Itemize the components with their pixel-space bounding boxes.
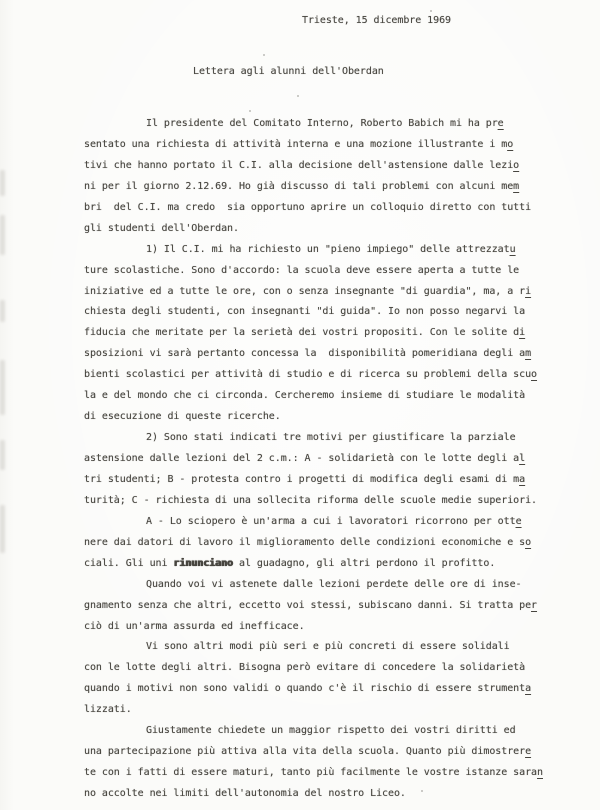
letter-line: 1) Il C.I. mi ha richiesto un "pieno impiego" delle attrezzatu bbox=[146, 243, 516, 255]
ink-speck bbox=[263, 54, 265, 56]
letter-line: ciò di un'arma assurda ed inefficace. bbox=[84, 620, 305, 632]
letter-line: lizzati. bbox=[84, 704, 132, 716]
letter-line: Il presidente del Comitato Interno, Roberto Babich mi ha pre bbox=[146, 118, 504, 129]
letter-line: sposizioni vi sarà pertanto concessa la disponibilità pomeridiana degli am bbox=[84, 348, 532, 360]
scan-smudge bbox=[0, 360, 5, 415]
page-title: Lettera agli alunni dell'Oberdan bbox=[193, 66, 384, 77]
letter-line: quando i motivi non sono validi o quando c'è il rischio di essere strumenta bbox=[84, 683, 532, 695]
scan-smudge bbox=[0, 170, 5, 196]
letter-line: tri studenti; B - protesta contro i progetti di modifica degli esami di ma bbox=[84, 473, 526, 485]
letter-line: 2) Sono stati indicati tre motivi per giustificare la parziale bbox=[146, 432, 516, 444]
letter-line: nere dai datori di lavoro il miglioramento delle condizioni economiche e so bbox=[84, 536, 532, 548]
letter-line: bri del C.I. ma credo sia opportuno aprire un colloquio diretto con tutti bbox=[84, 201, 532, 213]
scan-smudge bbox=[0, 215, 5, 255]
ink-speck bbox=[421, 790, 423, 792]
letter-line: tivi che hanno portato il C.I. alla decisione dell'astensione dalle lezio bbox=[84, 159, 520, 171]
letter-line: gli studenti dell'Oberdan. bbox=[84, 222, 239, 234]
letter-line: bienti scolastici per attività di studio e di ricerca su problemi della scuo bbox=[84, 369, 538, 381]
letter-line: A - Lo sciopero è un'arma a cui i lavoratori ricorrono per otte bbox=[146, 515, 522, 527]
date-line: Trieste, 15 dicembre 1969 bbox=[302, 15, 452, 26]
letter-line: ni per il giorno 2.12.69. Ho già discusso di tali problemi con alcuni mem bbox=[84, 180, 520, 192]
letter-line: una partecipazione più attiva alla vita della scuola. Quanto più dimostrere bbox=[84, 746, 532, 758]
ink-speck bbox=[297, 95, 299, 97]
letter-line: astensione dalle lezioni del 2 c.m.: A - solidarietà con le lotte degli al bbox=[84, 453, 526, 464]
scan-smudge bbox=[0, 440, 5, 470]
letter-line: chiesta degli studenti, con insegnanti "di guida". Io non posso negarvi la bbox=[84, 306, 526, 318]
letter-line: la e del mondo che ci circonda. Cercheremo insieme di studiare le modalità bbox=[84, 390, 526, 402]
letter-line: iniziative ed a tutte le ore, con o senza insegnante "di guardia", ma, a ri bbox=[84, 285, 532, 297]
ink-speck bbox=[430, 10, 432, 12]
ink-speck bbox=[249, 110, 251, 112]
overstruck-word: rinunciano bbox=[173, 557, 234, 569]
letter-line: fiducia che meritate per la serietà dei vostri propositi. Con le solite di bbox=[84, 327, 526, 339]
letter-line: Vi sono altri modi più seri e più concreti di essere solidali bbox=[146, 641, 510, 653]
letter-body bbox=[84, 114, 554, 805]
letter-line: ture scolastiche. Sono d'accordo: la scuola deve essere aperta a tutte le bbox=[84, 264, 520, 276]
letter-line: Giustamente chiedete un maggior rispetto dei vostri diritti ed bbox=[146, 725, 516, 737]
scan-smudge bbox=[0, 300, 5, 322]
letter-line: ciali. Gli uni rinunciano al guadagno, gli altri perdono il profitto. bbox=[84, 557, 496, 569]
letter-line: Quando voi vi astenete dalle lezioni perdete delle ore di inse- bbox=[146, 578, 522, 590]
ink-speck bbox=[396, 586, 398, 588]
letter-line: con le lotte degli altri. Bisogna però evitare di concedere la solidarietà bbox=[84, 662, 526, 674]
scan-smudge bbox=[0, 505, 5, 553]
letter-line: no accolte nei limiti dell'autonomia del nostro Liceo. bbox=[84, 788, 406, 799]
letter-line: di esecuzione di queste ricerche. bbox=[84, 411, 281, 423]
letter-line: te con i fatti di essere maturi, tanto più facilmente le vostre istanze saran bbox=[84, 767, 543, 779]
letter-line: sentato una richiesta di attività interna e una mozione illustrante i mo bbox=[84, 138, 514, 150]
letter-line: gnamento senza che altri, eccetto voi stessi, subiscano danni. Si tratta per bbox=[84, 599, 538, 611]
letter-line: turità; C - richiesta di una sollecita riforma delle scuole medie superiori. bbox=[84, 494, 537, 506]
